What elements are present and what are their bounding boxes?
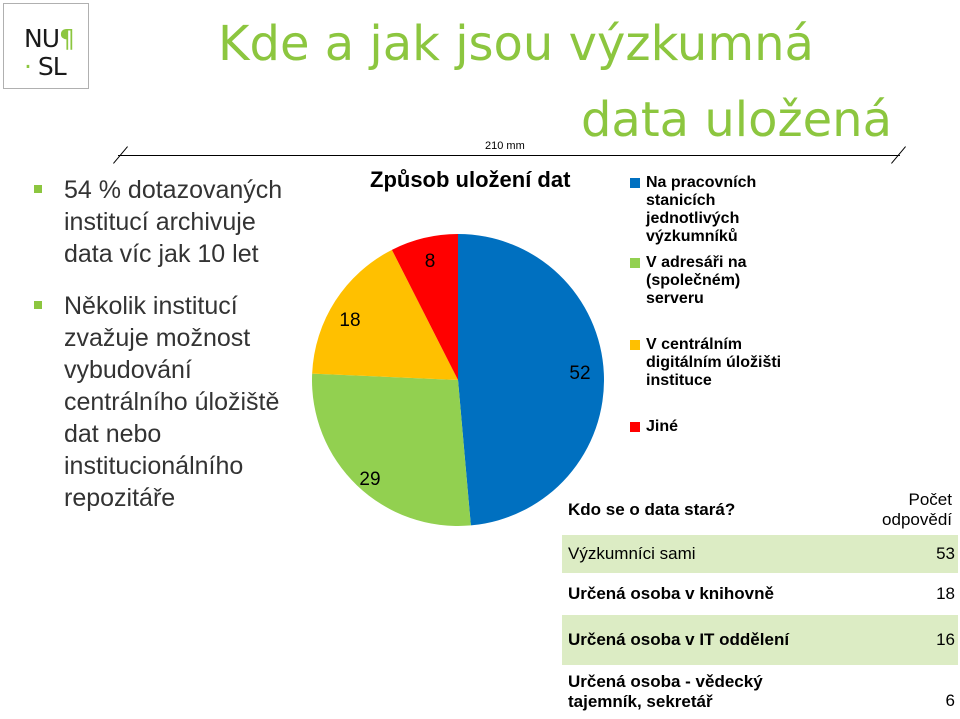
chart-title: Způsob uložení dat bbox=[370, 167, 571, 192]
logo-text-bottom: SL bbox=[30, 52, 66, 81]
legend-swatch-yellow bbox=[630, 340, 640, 350]
table-cell-count: 18 bbox=[936, 584, 955, 603]
legend-label: V centrálním digitálním úložišti instituce bbox=[646, 336, 782, 389]
table-header-count: Počet odpovědí bbox=[882, 490, 952, 529]
table-cell-count: 53 bbox=[936, 544, 955, 563]
legend-swatch-red bbox=[630, 422, 640, 432]
pie-data-label: 29 bbox=[359, 469, 381, 491]
table-header-row bbox=[562, 485, 958, 535]
legend-swatch-green bbox=[630, 258, 640, 268]
logo-pilcrow-mark: ¶ bbox=[59, 24, 74, 53]
table-header-who: Kdo se o data stará? bbox=[568, 500, 736, 519]
table-cell-count: 6 bbox=[945, 691, 955, 710]
legend-label: V adresáři na (společném) serveru bbox=[646, 254, 747, 307]
pie-data-label: 8 bbox=[424, 251, 436, 273]
pie-data-label: 18 bbox=[339, 310, 361, 332]
ruler-label: 210 mm bbox=[485, 140, 525, 152]
legend-item-workstations bbox=[630, 174, 800, 246]
pie-data-label: 52 bbox=[569, 363, 591, 385]
logo-dot-mark: · bbox=[24, 52, 31, 81]
caretaker-table bbox=[562, 485, 958, 719]
legend-item-server bbox=[630, 254, 800, 308]
table-cell-who: Výzkumníci sami bbox=[568, 544, 696, 563]
logo-text-top: NU bbox=[24, 24, 59, 53]
legend-swatch-blue bbox=[630, 178, 640, 188]
table-cell-who: Určená osoba v IT oddělení bbox=[568, 630, 790, 649]
legend-label: Na pracovních stanicích jednotlivých výzkumníků bbox=[646, 174, 757, 245]
legend-item-central-storage bbox=[630, 336, 800, 390]
bullet-text: Několik institucí zvažuje možnost vybudování centrálního úložiště dat nebo institucionálního repozitáře bbox=[64, 292, 280, 512]
table-row bbox=[562, 665, 958, 719]
table-row bbox=[562, 535, 958, 573]
table-cell-count: 16 bbox=[936, 630, 955, 649]
table-cell-who: Určená osoba - vědecký tajemník, sekretář bbox=[568, 672, 763, 711]
page-title-line-1: Kde a jak jsou výzkumná bbox=[218, 16, 814, 72]
chart-legend bbox=[630, 174, 800, 436]
page-title-line-2: data uložená bbox=[580, 92, 892, 148]
table-cell-who: Určená osoba v knihovně bbox=[568, 584, 774, 603]
legend-label: Jiné bbox=[646, 418, 679, 435]
table-row bbox=[562, 615, 958, 665]
legend-item-other bbox=[630, 418, 800, 436]
pie-slice-server bbox=[312, 374, 471, 526]
table-row bbox=[562, 573, 958, 615]
bullet-text: 54 % dotazovaných institucí archivuje data víc jak 10 let bbox=[64, 176, 283, 268]
